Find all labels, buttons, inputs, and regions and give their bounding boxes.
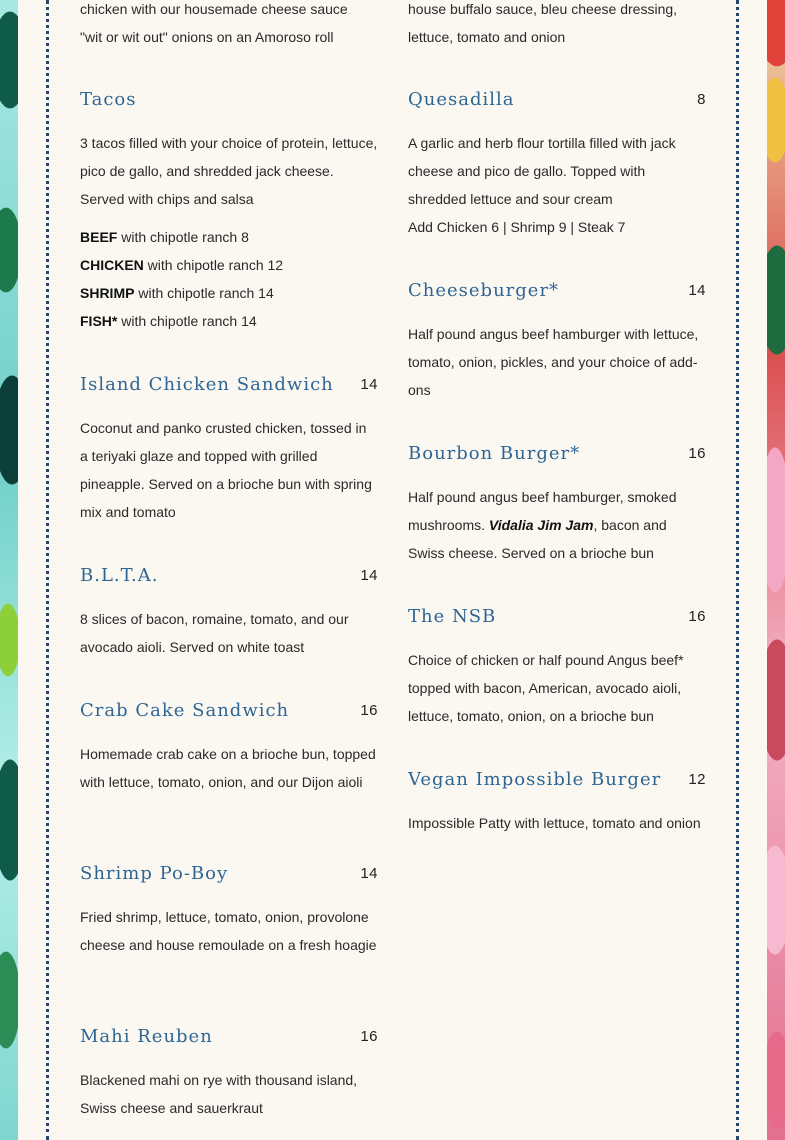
item-price: 16 <box>688 608 706 625</box>
item-title: Mahi Reuben <box>80 1026 213 1047</box>
item-title: B.L.T.A. <box>80 565 159 586</box>
item-price: 12 <box>688 771 706 788</box>
item-description: "wit or wit out" onions on an Amoroso roll <box>80 29 334 45</box>
taco-option: BEEF with chipotle ranch 8 <box>80 229 249 245</box>
item-description: chicken with our housemade cheese sauce <box>80 1 348 17</box>
item-description: Half pound angus beef hamburger, smoked mushrooms. Vidalia Jim Jam, bacon and Swiss cheese. Served on a brioche bun <box>408 489 677 561</box>
item-description: Half pound angus beef hamburger with lettuce, tomato, onion, pickles, and your choice of add-ons <box>408 326 699 398</box>
menu-item-mahi-reuben <box>80 1026 378 1122</box>
item-description: A garlic and herb flour tortilla filled with jack cheese and pico de gallo. Topped with shredded lettuce and sour cream <box>408 135 676 207</box>
item-title: Cheeseburger* <box>408 280 560 301</box>
tropical-art-left <box>0 0 18 1140</box>
menu-item-crab-cake-sandwich <box>80 700 378 796</box>
item-description: 8 slices of bacon, romaine, tomato, and our avocado aioli. Served on white toast <box>80 611 349 655</box>
item-title: Shrimp Po-Boy <box>80 863 229 884</box>
tropical-art-right <box>767 0 785 1140</box>
item-price: 16 <box>360 702 378 719</box>
item-title: Bourbon Burger* <box>408 443 581 464</box>
item-description: Fried shrimp, lettuce, tomato, onion, provolone cheese and house remoulade on a fresh hoagie <box>80 909 377 953</box>
taco-option: FISH* with chipotle ranch 14 <box>80 313 257 329</box>
menu-item-the-nsb <box>408 606 706 730</box>
menu-item-island-chicken-sandwich <box>80 374 378 526</box>
item-price: 16 <box>360 1028 378 1045</box>
item-title: The NSB <box>408 606 497 627</box>
menu-item-cheeseburger <box>408 280 706 404</box>
item-price: 8 <box>697 91 706 108</box>
highlight-ingredient: Vidalia Jim Jam <box>488 517 594 533</box>
menu-page <box>18 0 767 1140</box>
item-description: house buffalo sauce, bleu cheese dressing, <box>408 1 678 17</box>
continued-item-right <box>408 0 706 51</box>
item-title: Tacos <box>80 89 137 110</box>
item-description: Impossible Patty with lettuce, tomato and onion <box>408 815 701 831</box>
menu-item-quesadilla <box>408 89 706 241</box>
item-price: 14 <box>360 865 378 882</box>
menu-item-blta <box>80 565 378 661</box>
dotted-border-right <box>736 0 739 1140</box>
dotted-border-left <box>46 0 49 1140</box>
item-price: 16 <box>688 445 706 462</box>
item-price: 14 <box>360 567 378 584</box>
continued-item-left <box>80 0 378 51</box>
item-title: Quesadilla <box>408 89 515 110</box>
item-title: Vegan Impossible Burger <box>408 769 662 790</box>
menu-item-shrimp-po-boy <box>80 863 378 959</box>
item-title: Crab Cake Sandwich <box>80 700 290 721</box>
item-title: Island Chicken Sandwich <box>80 374 334 395</box>
menu-item-bourbon-burger <box>408 443 706 567</box>
item-description: Choice of chicken or half pound Angus beef* topped with bacon, American, avocado aioli, lettuce, tomato, onion, on a brioche bun <box>408 652 684 724</box>
item-description: 3 tacos filled with your choice of protein, lettuce, pico de gallo, and shredded jack cheese. Served with chips and salsa <box>80 135 378 207</box>
item-description: lettuce, tomato and onion <box>408 29 566 45</box>
taco-option: SHRIMP with chipotle ranch 14 <box>80 285 274 301</box>
item-price: 14 <box>688 282 706 299</box>
menu-item-vegan-impossible-burger <box>408 769 706 837</box>
item-description: Homemade crab cake on a brioche bun, topped with lettuce, tomato, onion, and our Dijon aioli <box>80 746 376 790</box>
item-description: Blackened mahi on rye with thousand island, Swiss cheese and sauerkraut <box>80 1072 358 1116</box>
taco-option: CHICKEN with chipotle ranch 12 <box>80 257 284 273</box>
item-addons: Add Chicken 6 | Shrimp 9 | Steak 7 <box>408 219 626 235</box>
item-price: 14 <box>360 376 378 393</box>
menu-item-tacos <box>80 89 378 335</box>
item-description: Coconut and panko crusted chicken, tossed in a teriyaki glaze and topped with grilled pineapple. Served on a brioche bun with spring mix and tomato <box>80 420 372 520</box>
